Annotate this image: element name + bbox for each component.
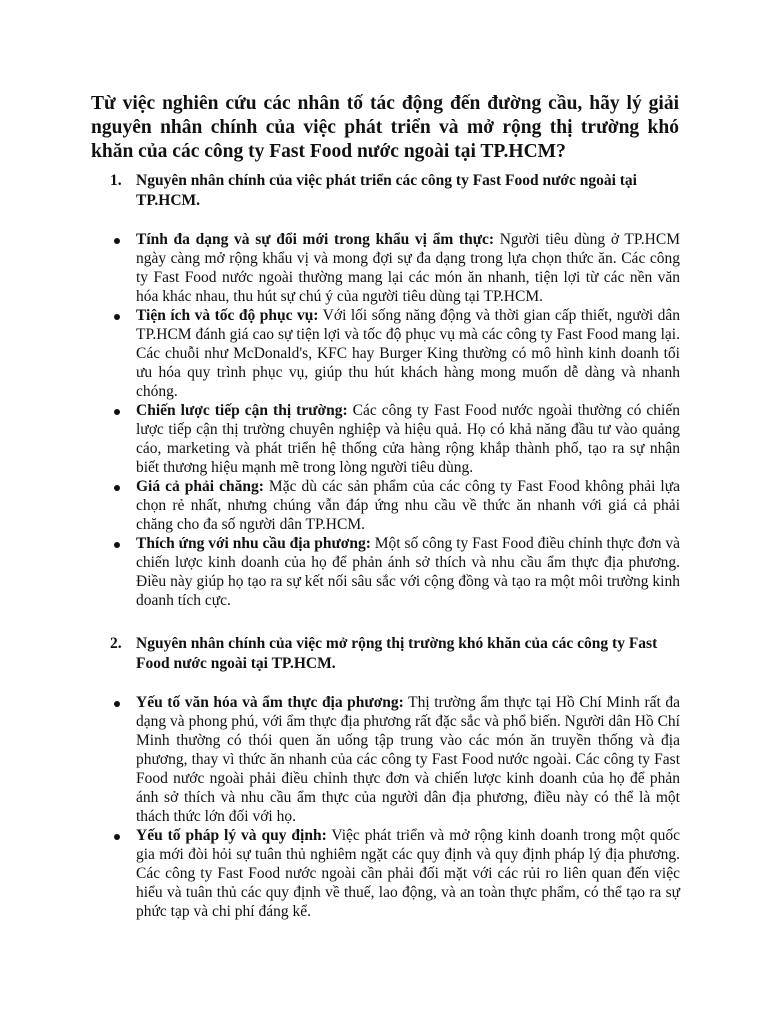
item-text: Với lối sống năng động và thời gian cấp thiết, người dân TP.HCM đánh giá cao sự tiện lợi và tốc độ phục vụ mà các công ty Fast Food mang lại. Các chuỗi như McDonald's, KFC hay Burger King thường có mô hình kinh doanh tối ưu hóa quy trình phục vụ, giúp thu hút khách hàng mong muốn dễ dàng và nhanh chóng.: [136, 307, 680, 400]
item-label: Yếu tố pháp lý và quy định:: [136, 827, 327, 844]
bullet-icon: [114, 238, 120, 244]
item-label: Tính đa dạng và sự đổi mới trong khẩu vị ẩm thực:: [136, 231, 495, 248]
section-1-list: [110, 230, 680, 610]
item-text: Mặc dù các sản phẩm của các công ty Fast Food không phải lựa chọn rẻ nhất, nhưng chúng vẫn đáp ứng nhu cầu về thức ăn nhanh với giá cả phải chăng cho đa số người dân TP.HCM.: [136, 478, 681, 533]
list-item: [110, 477, 680, 534]
document-title: Từ việc nghiên cứu các nhân tố tác động đến đường cầu, hãy lý giải nguyên nhân chính của việc phát triển và mở rộng thị trường khó khăn của các công ty Fast Food nước ngoài tại TP.HCM?: [91, 93, 679, 162]
section-2-number: 2.: [110, 635, 122, 652]
list-item: [110, 401, 680, 477]
item-label: Giá cả phải chăng:: [136, 478, 264, 495]
bullet-icon: [114, 834, 120, 840]
section-2-heading-text: Nguyên nhân chính của việc mở rộng thị trường khó khăn của các công ty Fast Food nước ngoài tại TP.HCM.: [136, 635, 658, 672]
bullet-icon: [114, 409, 120, 415]
item-label: Chiến lược tiếp cận thị trường:: [136, 402, 348, 419]
item-label: Yếu tố văn hóa và ẩm thực địa phương:: [136, 694, 404, 711]
item-label: Tiện ích và tốc độ phục vụ:: [136, 307, 319, 324]
list-item: [110, 534, 680, 610]
item-text: Các công ty Fast Food nước ngoài thường có chiến lược tiếp cận thị trường chuyên nghiệp và hiệu quả. Họ có khả năng đầu tư vào quảng cáo, marketing và phát triển hệ thống cửa hàng rộng khắp thành phố, tạo ra sự nhận biết thương hiệu mạnh mẽ trong lòng người tiêu dùng.: [136, 402, 680, 476]
list-item: [110, 230, 680, 306]
bullet-icon: [114, 542, 120, 548]
section-1-number: 1.: [110, 172, 122, 189]
list-item: [110, 306, 680, 401]
list-item: [110, 826, 680, 921]
list-item: [110, 693, 680, 826]
item-text: Người tiêu dùng ở TP.HCM ngày càng mở rộng khẩu vị và mong đợi sự đa dạng trong lựa chọn thức ăn. Các công ty Fast Food nước ngoài thường mang lại các món ăn nhanh, tiện lợi từ các nền văn hóa khác nhau, thu hút sự chú ý của người tiêu dùng tại TP.HCM.: [136, 231, 680, 305]
bullet-icon: [114, 485, 120, 491]
item-text: Thị trường ẩm thực tại Hồ Chí Minh rất đa dạng và phong phú, với ẩm thực địa phương rất đặc sắc và phổ biến. Người dân Hồ Chí Minh thường có thói quen ăn uống tập trung vào các món ăn truyền thống và địa phương, thay vì thức ăn nhanh của các công ty Fast Food nước ngoài. Các công ty Fast Food nước ngoài phải điều chỉnh thực đơn và chiến lược kinh doanh của họ để phản ánh sở thích và nhu cầu ẩm thực của người dân địa phương, điều này có thể là một thách thức lớn đối với họ.: [136, 694, 680, 825]
section-1-heading-text: Nguyên nhân chính của việc phát triển các công ty Fast Food nước ngoài tại TP.HCM.: [136, 172, 637, 209]
bullet-icon: [114, 701, 120, 707]
section-2-list: [110, 693, 680, 921]
bullet-icon: [114, 314, 120, 320]
section-2-heading: [110, 634, 680, 674]
section-1-heading: [110, 171, 680, 211]
item-text: Một số công ty Fast Food điều chỉnh thực đơn và chiến lược kinh doanh của họ để phản ánh sở thích và nhu cầu ẩm thực địa phương. Điều này giúp họ tạo ra sự kết nối sâu sắc với cộng đồng và tạo ra một môi trường kinh doanh tích cực.: [136, 535, 680, 609]
item-label: Thích ứng với nhu cầu địa phương:: [136, 535, 371, 552]
item-text: Việc phát triển và mở rộng kinh doanh trong một quốc gia mới đòi hỏi sự tuân thủ nghiêm ngặt các quy định và quy định pháp lý địa phương. Các công ty Fast Food nước ngoài cần phải đối mặt với các rủi ro liên quan đến việc hiểu và tuân thủ các quy định về thuế, lao động, và an toàn thực phẩm, có thể tạo ra sự phức tạp và chi phí đáng kể.: [136, 827, 680, 920]
